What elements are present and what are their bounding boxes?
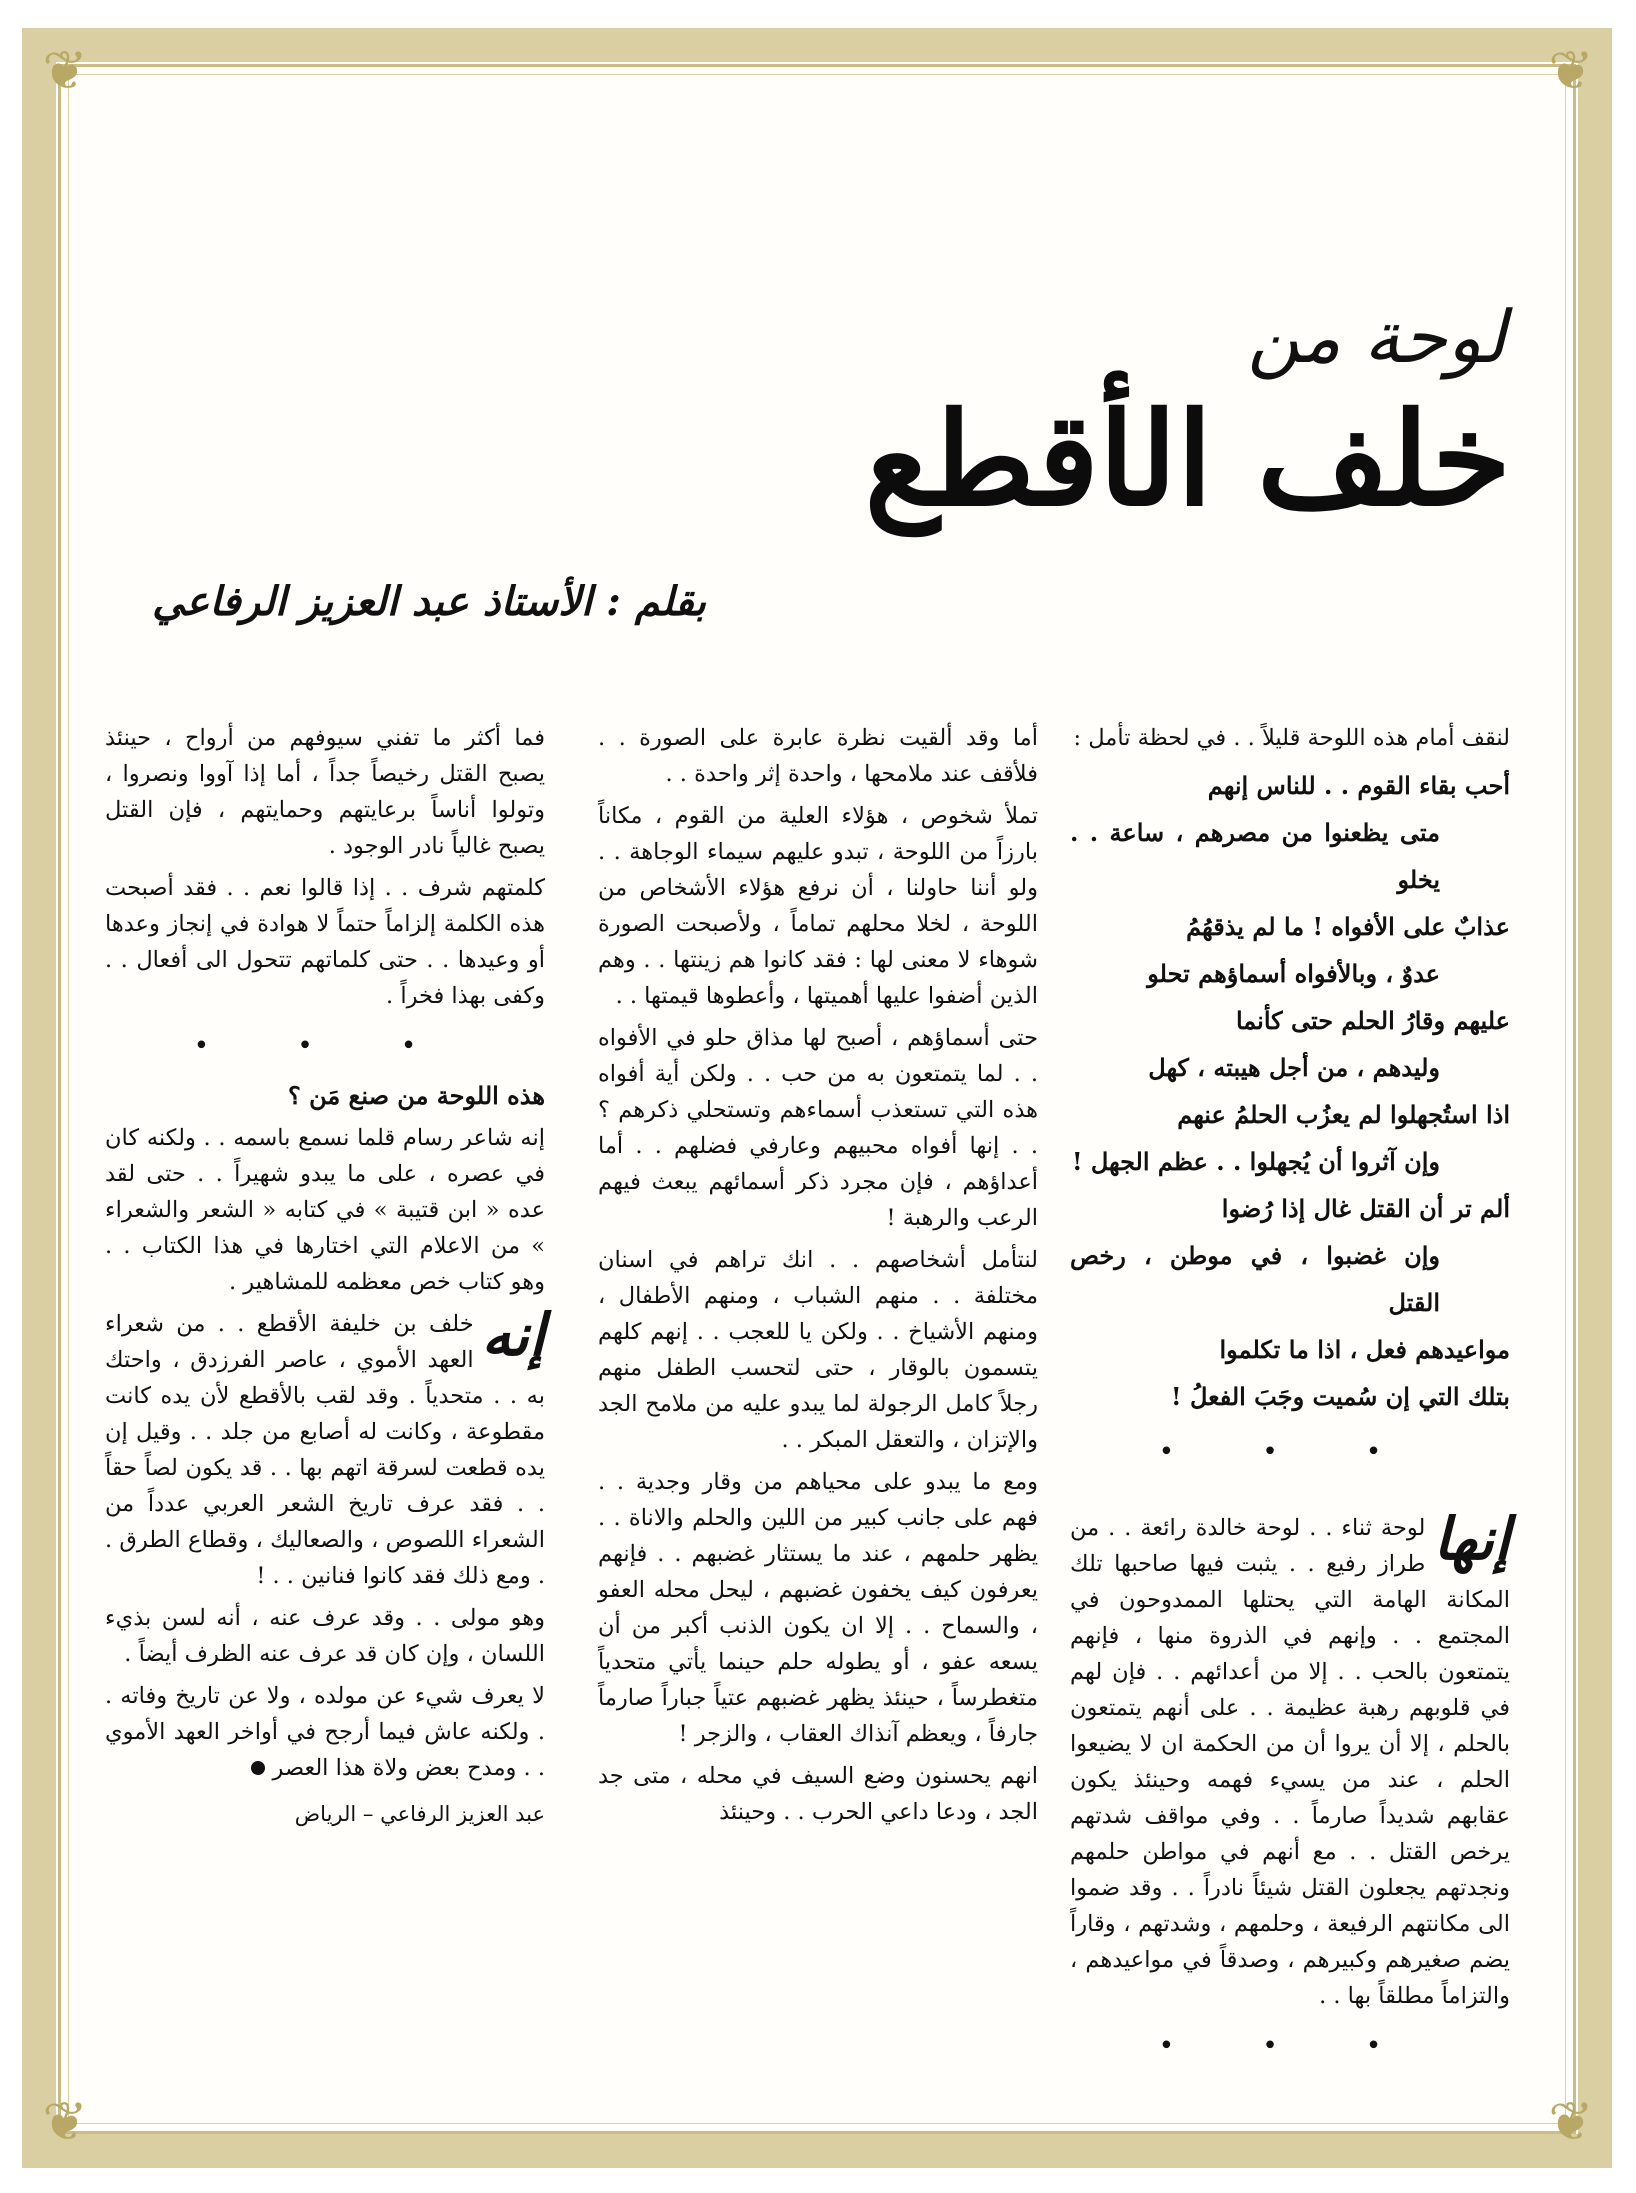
separator-dots: • • • (1158, 2031, 1422, 2061)
paragraph: كلمتهم شرف . . إذا قالوا نعم . . فقد أصبحت هذه الكلمة إلزاماً حتماً لا هوادة في إنجاز وعدها أو وعيدها . . حتى كلماتهم تتحول الى أفعال . . وكفى بهذا فخراً . (105, 875, 545, 1009)
paragraph-text: لوحة ثناء . . لوحة خالدة رائعة . . من طراز رفيع . . يثبت فيها صاحبها تلك المكانة الهامة التي يحتلها الممدوحون في المجتمع . . وإنهم في الذروة منها ، فإنهم يتمتعون بالحب . . إلا من أعدائهم . . فإن لهم في قلوبهم رهبة عظيمة . . على أنهم يتمتعون بالحلم ، إلا أن يروا أن من الحكمة ان لا يضيعوا الحلم ، عند من يسيء فهمه وحينئذ يكون عقابهم شديداً صارماً . . وفي مواقف شدتهم يرخص القتل . . مع أنهم في مواطن حلمهم ونجدتهم يجعلون القتل شيئاً نادراً . . وقد ضموا الى مكانتهم الرفيعة ، وحلمهم ، وشدتهم ، وقاراً يضم صغيرهم وكبيرهم ، وصدقاً في مواعيدهم ، والتزاماً مطلقاً بها . . (1070, 1515, 1510, 2009)
paragraph-text: لا يعرف شيء عن مولده ، ولا عن تاريخ وفاته . . ولكنه عاش فيما أرجح في أواخر العهد الأموي . . ومدح بعض ولاة هذا العصر (105, 1683, 545, 1781)
paragraph: أما وقد ألقيت نظرة عابرة على الصورة . . فلأقف عند ملامحها ، واحدة إثر واحدة . . (598, 725, 1038, 787)
corner-ornament-icon: ❦ (1548, 2090, 1594, 2153)
section-heading: هذه اللوحة من صنع مَن ؟ (287, 1081, 545, 1110)
corner-ornament-icon: ❦ (42, 39, 88, 102)
corner-ornament-icon: ❦ (42, 2090, 88, 2153)
paragraph: ومع ما يبدو على محياهم من وقار وجدية . . فهم على جانب كبير من اللين والحلم والاناة . . يظهر حلمهم ، عند ما يستثار غضبهم . . فإنهم يعرفون كيف يخفون غضبهم ، ليحل محله العفو ، والسماح . . إلا ان يكون الذنب أكبر من أن يسعه عفو ، أو يطوله حلم حينما يأتي متحدياً متغطرساً ، حينئذ يظهر غضبهم عتياً جباراً صارماً جارفاً ، ويعظم آنذاك العقاب ، والزجر ! (598, 1469, 1038, 1747)
poem-line: عدوٌ ، وبالأفواه أسماؤهم تحلو (1147, 959, 1440, 988)
paragraph (1070, 1505, 1510, 2014)
poem-line: عذابٌ على الأفواه ! ما لم يذقهُمُ (1186, 912, 1510, 941)
initial-word: إنها (1433, 1505, 1510, 1573)
paragraph: تملأ شخوص ، هؤلاء العلية من القوم ، مكاناً بارزاً من اللوحة ، تبدو عليهم سيماء الوجاهة . . ولو أننا حاولنا ، أن نرفع هؤلاء الأشخاص من اللوحة ، لخلا محلهم تماماً ، ولأصبحت الصورة شوهاء لا معنى لها : فقد كانوا هم زينتها . . وهم الذين أضفوا عليها أهميتها ، وأعطوها قيمتها . . (598, 803, 1038, 1009)
poem-line: وليدهم ، من أجل هيبته ، كهل (1148, 1053, 1440, 1082)
paragraph: حتى أسماؤهم ، أصبح لها مذاق حلو في الأفواه . . لما يتمتعون به من حب . . ولكن أية أفواه هذه التي تستعذب أسماءهم وتستحلي ذكرهم ؟ . . إنها أفواه محبيهم وعارفي فضلهم . . أما أعداؤهم ، فإن مجرد ذكر أسمائهم يبعث فيهم الرعب والرهبة ! (598, 1025, 1038, 1231)
paragraph: انهم يحسنون وضع السيف في محله ، متى جد الجد ، ودعا داعي الحرب . . وحينئذ (598, 1763, 1038, 1825)
poem-line: وإن آثروا أن يُجهلوا . . عظم الجهل ! (1071, 1147, 1440, 1176)
paragraph: لنتأمل أشخاصهم . . انك تراهم في اسنان مختلفة . . منهم الشباب ، ومنهم الأطفال ، ومنهم الأشياخ . . ولكن يا للعجب . . إنهم كلهم يتسمون بالوقار ، حتى لتحسب الطفل منهم رجلاً كامل الرجولة لما يبدو عليه من ملامح الجد والإتزان ، والتعقل المبكر . . (598, 1247, 1038, 1453)
poem-line: بتلك التي إن سُميت وجَبَ الفعلُ ! (1171, 1382, 1510, 1411)
paragraph: إنه شاعر رسام قلما نسمع باسمه . . ولكنه كان في عصره ، على ما يبدو شهيراً . . حتى لقد عده « ابن قتيبة » في كتابه « الشعر والشعراء » من الاعلام التي اختارها في هذا الكتاب . . وهو كتاب خص معظمه للمشاهير . (105, 1125, 545, 1295)
bullet-icon (251, 1761, 265, 1775)
poem-line: وإن غضبوا ، في موطن ، رخص القتل (1070, 1241, 1440, 1317)
page-title: خلف الأقطع (864, 385, 1511, 535)
initial-word: إنه (481, 1301, 545, 1369)
poem-line: متى يظعنوا من مصرهم ، ساعة . . يخلو (1070, 818, 1440, 894)
paragraph (105, 1678, 545, 1786)
poem-line: ألم تر أن القتل غال إذا رُضوا (1221, 1194, 1510, 1223)
poem-line: أحب بقاء القوم . . للناس إنهم (1207, 771, 1510, 800)
poem-line: اذا استُجهلوا لم يعزُب الحلمُ عنهم (1177, 1100, 1510, 1129)
paragraph: لنقف أمام هذه اللوحة قليلاً . . في لحظة تأمل : (1073, 725, 1510, 751)
paragraph: وهو مولى . . وقد عرف عنه ، أنه لسن بذيء اللسان ، وإن كان قد عرف عنه الظرف أيضاً . (105, 1605, 545, 1667)
column-left (105, 720, 545, 1832)
byline: بقلم : الأستاذ عبد العزيز الرفاعي (152, 578, 706, 625)
column-middle (598, 720, 1038, 1836)
poem-line: عليهم وقارُ الحلم حتى كأنما (1235, 1006, 1510, 1035)
separator-dots: • • • (1158, 1437, 1422, 1467)
title-small: لوحة من (1247, 295, 1506, 379)
paragraph (105, 1301, 545, 1594)
poem (1070, 762, 1510, 1420)
corner-ornament-icon: ❦ (1548, 39, 1594, 102)
separator-dots: • • • (193, 1031, 457, 1061)
poem-line: مواعيدهم فعل ، اذا ما تكلموا (1219, 1335, 1510, 1364)
paragraph: فما أكثر ما تفني سيوفهم من أرواح ، حينئذ يصبح القتل رخيصاً جداً ، أما إذا آووا ونصروا ، وتولوا أناساً برعايتهم وحمايتهم ، فإن القتل يصبح غالياً نادر الوجود . (105, 725, 545, 859)
column-right (1070, 720, 1510, 2078)
signature: عبد العزيز الرفاعي – الرياض (294, 1802, 545, 1826)
paragraph-text: خلف بن خليفة الأقطع . . من شعراء العهد الأموي ، عاصر الفرزدق ، واحتك به . . متحدياً . وقد لقب بالأقطع لأن يده كانت مقطوعة ، وكانت له أصابع من جلد . . وقيل إن يده قطعت لسرقة اتهم بها . . قد يكون لصاً حقاً . . فقد عرف تاريخ الشعر العربي عدداً من الشعراء اللصوص ، والصعاليك ، وقطاع الطرق . . ومع ذلك فقد كانوا فنانين . . ! (105, 1311, 545, 1589)
